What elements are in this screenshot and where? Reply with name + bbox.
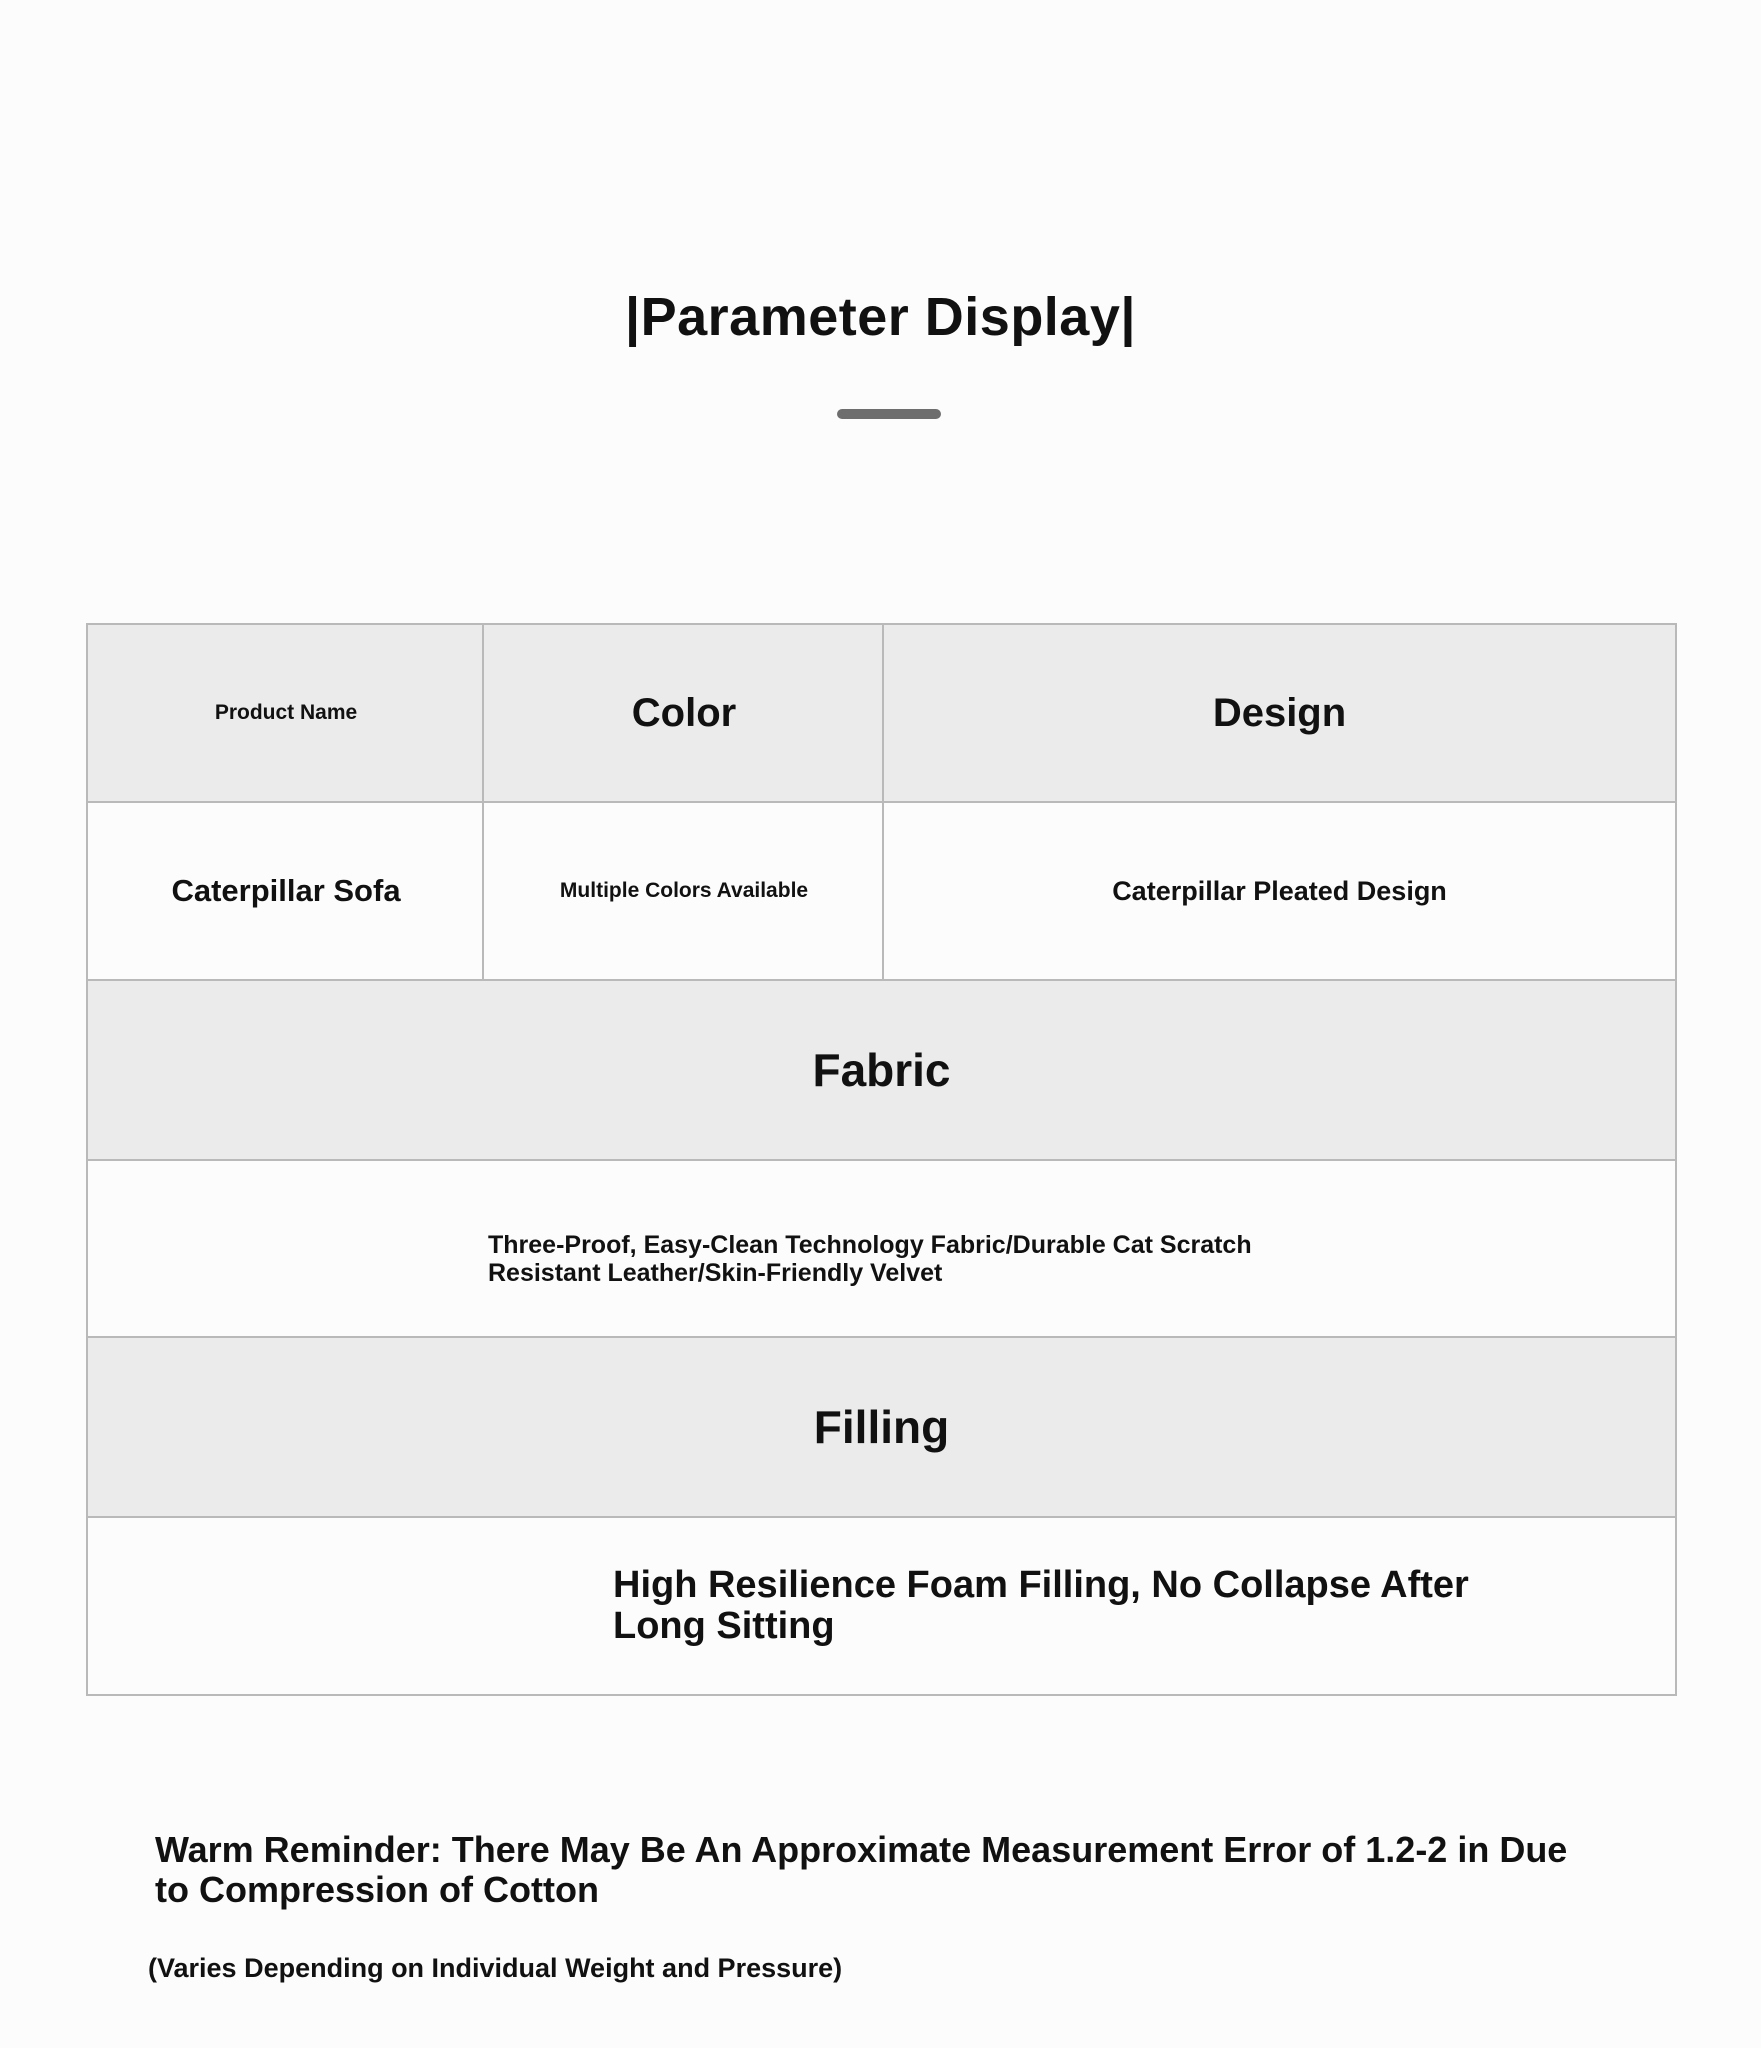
- warm-reminder: Warm Reminder: There May Be An Approximate Measurement Error of 1.2-2 in Due to Compression of Cotton: [155, 1829, 1568, 1910]
- parameter-table: [86, 623, 1677, 1696]
- page-title: |Parameter Display|: [625, 287, 1136, 347]
- row-divider: [88, 801, 1675, 803]
- filling-value: High Resilience Foam Filling, No Collapse After Long Sitting: [613, 1564, 1469, 1647]
- fabric-value: Three-Proof, Easy-Clean Technology Fabric/Durable Cat Scratch Resistant Leather/Skin-Friendly Velvet: [488, 1231, 1252, 1287]
- value-design: Caterpillar Pleated Design: [1112, 875, 1447, 906]
- filling-label: Filling: [88, 1338, 1675, 1516]
- reminder-note: (Varies Depending on Individual Weight and Pressure): [148, 1953, 843, 1983]
- row-divider: [88, 1336, 1675, 1338]
- row-divider: [88, 1159, 1675, 1161]
- header-color: Color: [484, 625, 884, 801]
- row-divider: [88, 979, 1675, 981]
- title-underline-bar: [837, 409, 941, 419]
- row-divider: [88, 1516, 1675, 1518]
- fabric-label: Fabric: [88, 981, 1675, 1159]
- value-product-name: Caterpillar Sofa: [171, 873, 401, 908]
- value-color: Multiple Colors Available: [559, 879, 809, 902]
- header-design: Design: [884, 625, 1675, 801]
- header-product-name: Product Name: [88, 625, 484, 801]
